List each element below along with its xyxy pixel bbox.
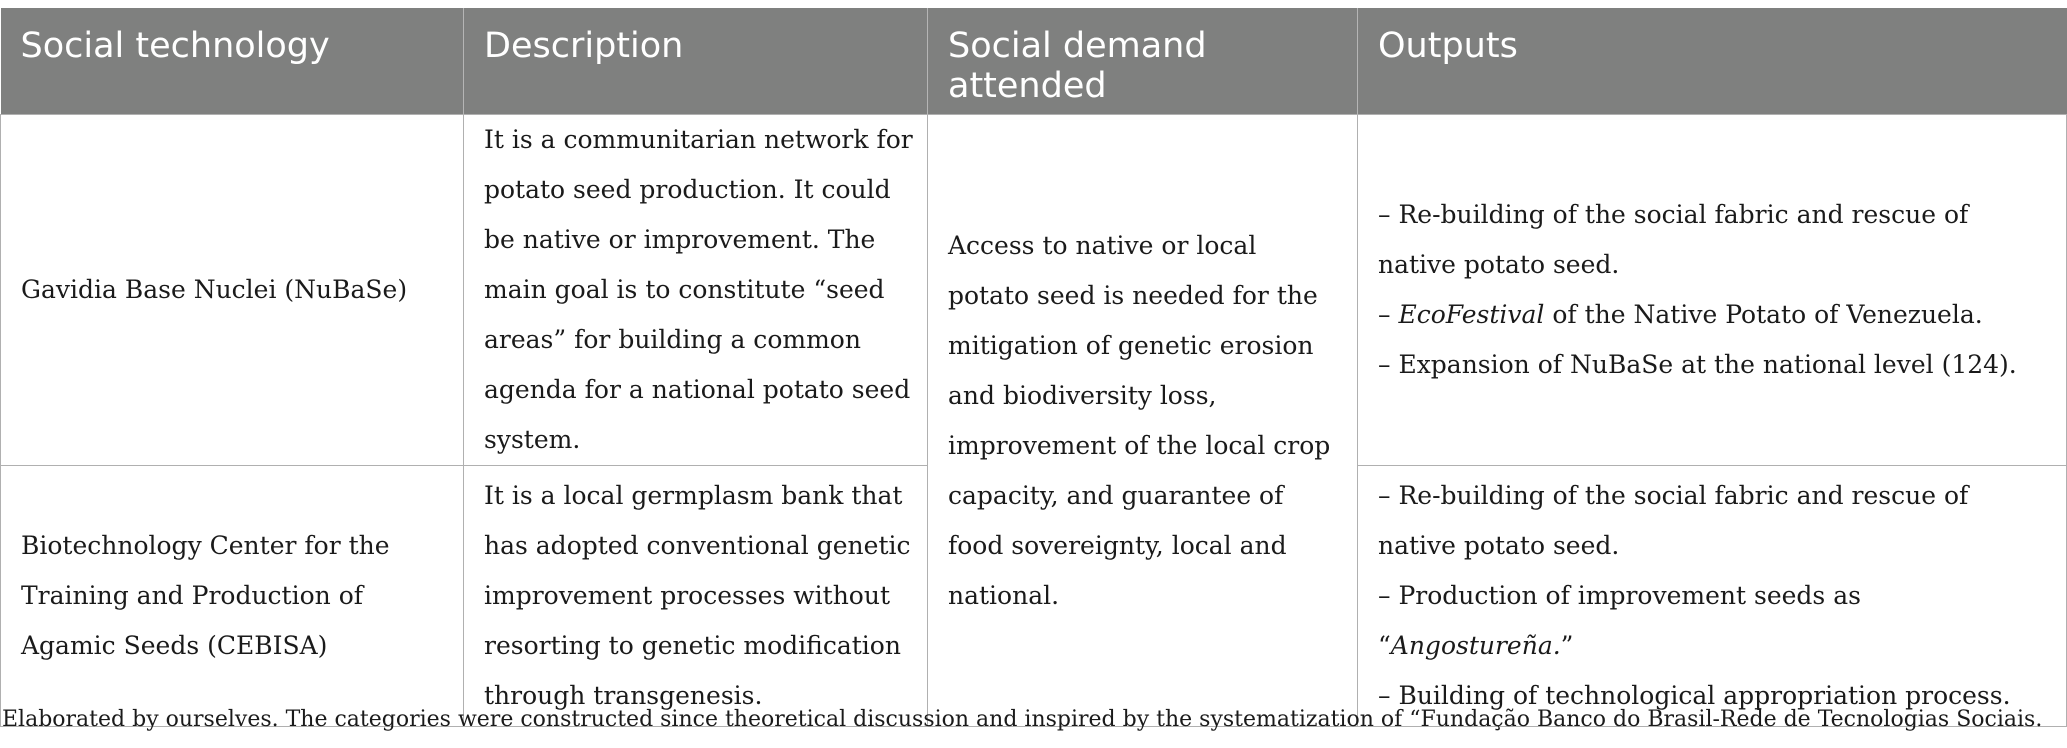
cell-description: It is a local germplasm bank that has adopted conventional genetic improvement processes without resorting to genetic modification through transgenesis.: [464, 466, 928, 727]
header-description: Description: [464, 8, 928, 115]
output-line: – Expansion of NuBaSe at the national level (124).: [1378, 350, 2017, 379]
cell-description: It is a communitarian network for potato seed production. It could be native or improvement. The main goal is to constitute “seed areas” for building a common agenda for a national potato seed system.: [464, 115, 928, 466]
output-line: – Building of technological appropriation process.: [1378, 681, 2011, 710]
cell-outputs: [1358, 466, 2067, 727]
output-italic-term: Angostureña.: [1390, 631, 1561, 660]
table-header-row: [1, 8, 2067, 115]
header-social-technology: Social technology: [1, 8, 464, 115]
cell-technology: Biotechnology Center for the Training and Production of Agamic Seeds (CEBISA): [1, 466, 464, 727]
output-line: – EcoFestival of the Native Potato of Venezuela.: [1378, 300, 1983, 329]
output-italic-term: EcoFestival: [1398, 300, 1545, 329]
cell-shared-demand: Access to native or local potato seed is needed for the mitigation of genetic erosion and biodiversity loss, improvement of the local crop capacity, and guarantee of food sovereignty, local and national.: [928, 115, 1358, 727]
table-row: [1, 115, 2067, 466]
header-outputs: Outputs: [1358, 8, 2067, 115]
output-line: – Re-building of the social fabric and rescue of native potato seed.: [1378, 481, 1969, 560]
table-footnote: Elaborated by ourselves. The categories were constructed since theoretical discussion and inspired by the systematization of “Fundação Banco do Brasil-Rede de Tecnologias Sociais.: [2, 707, 2043, 732]
cell-outputs: [1358, 115, 2067, 466]
social-technology-table: [0, 8, 2067, 727]
header-social-demand: Social demand attended: [928, 8, 1358, 115]
cell-technology: Gavidia Base Nuclei (NuBaSe): [1, 115, 464, 466]
output-line: – Production of improvement seeds as “Angostureña.”: [1378, 581, 1861, 660]
output-line: – Re-building of the social fabric and rescue of native potato seed.: [1378, 200, 1969, 279]
